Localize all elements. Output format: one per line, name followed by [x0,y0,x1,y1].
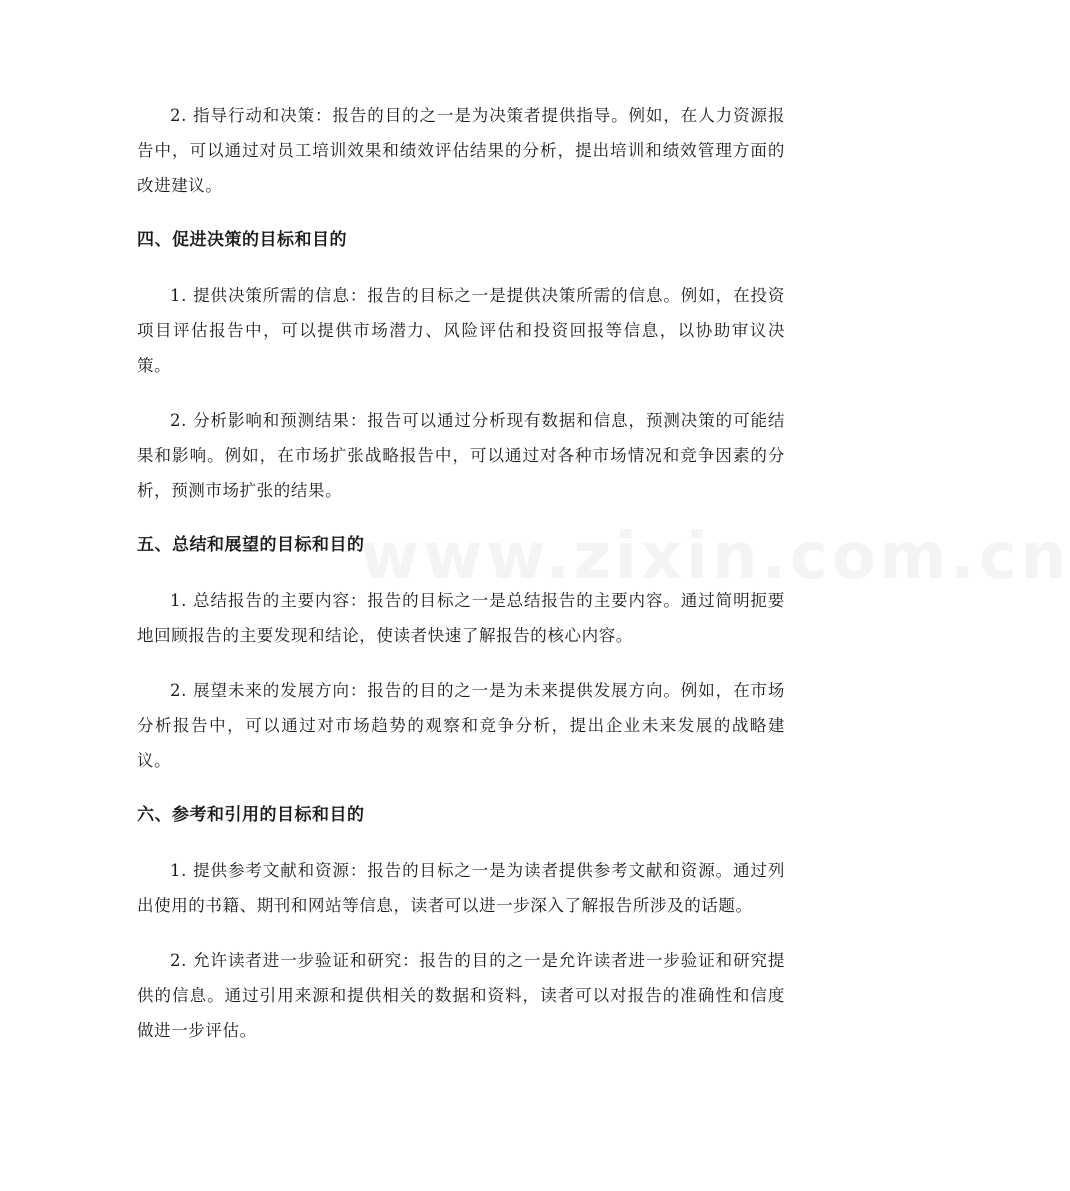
section-heading-5: 五、总结和展望的目标和目的 [137,535,365,555]
paragraph-summary: 1. 总结报告的主要内容：报告的目标之一是总结报告的主要内容。通过简明扼要地回顾报告的主要发现和结论，使读者快速了解报告的核心内容。 [137,591,785,645]
section-heading-4: 四、促进决策的目标和目的 [137,230,347,250]
section-heading-6: 六、参考和引用的目标和目的 [137,805,365,825]
paragraph-guide-action: 2. 指导行动和决策：报告的目的之一是为决策者提供指导。例如，在人力资源报告中，可以通过对员工培训效果和绩效评估结果的分析，提出培训和绩效管理方面的改进建议。 [137,106,785,195]
paragraph-decision-info: 1. 提供决策所需的信息：报告的目标之一是提供决策所需的信息。例如，在投资项目评估报告中，可以提供市场潜力、风险评估和投资回报等信息，以协助审议决策。 [137,286,785,375]
watermark: www.zixin.com.cn [360,520,1070,594]
paragraph-references: 1. 提供参考文献和资源：报告的目标之一是为读者提供参考文献和资源。通过列出使用的书籍、期刊和网站等信息，读者可以进一步深入了解报告所涉及的话题。 [137,861,785,915]
document-body [137,98,785,1068]
paragraph-analyze-predict: 2. 分析影响和预测结果：报告可以通过分析现有数据和信息，预测决策的可能结果和影响。例如，在市场扩张战略报告中，可以通过对各种市场情况和竞争因素的分析，预测市场扩张的结果。 [137,411,785,500]
paragraph-verification: 2. 允许读者进一步验证和研究：报告的目的之一是允许读者进一步验证和研究提供的信息。通过引用来源和提供相关的数据和资料，读者可以对报告的准确性和信度做进一步评估。 [137,951,785,1040]
paragraph-outlook: 2. 展望未来的发展方向：报告的目的之一是为未来提供发展方向。例如，在市场分析报告中，可以通过对市场趋势的观察和竞争分析，提出企业未来发展的战略建议。 [137,681,785,770]
